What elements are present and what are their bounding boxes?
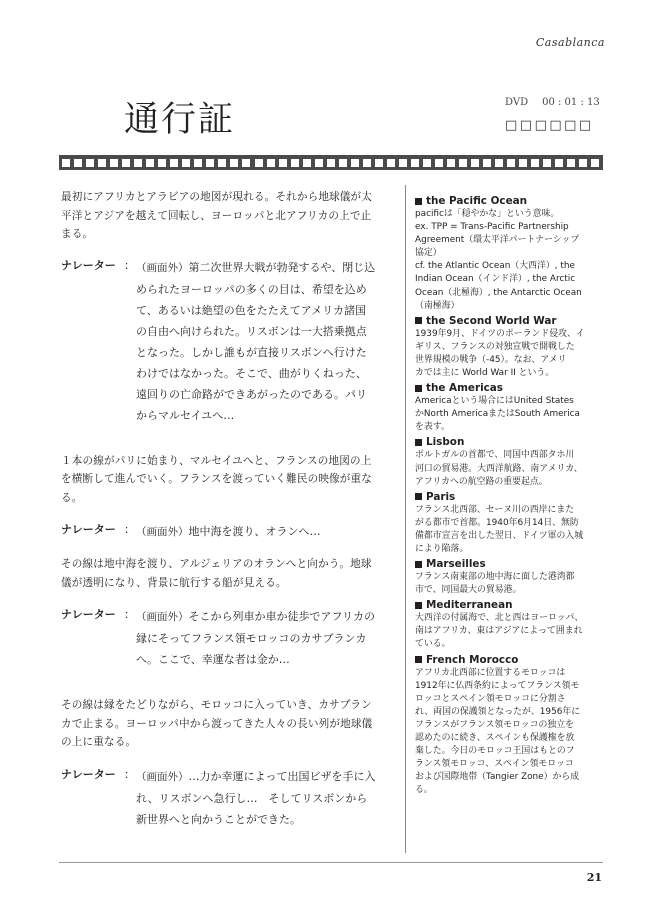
glossary-entry <box>415 598 601 651</box>
narration-text <box>136 257 391 426</box>
chapter-title: 通行証 <box>124 100 236 140</box>
film-hole <box>579 159 587 167</box>
glossary-term <box>415 381 601 395</box>
line: れ、リスボンへ急行し… そしてリスボンから <box>136 791 368 805</box>
film-hole <box>327 159 335 167</box>
film-hole <box>423 159 431 167</box>
line: められたヨーロッパの多くの目は、希望を込め <box>136 282 367 296</box>
definition-line: 市で、同国最大の貿易港。 <box>415 585 522 596</box>
film-hole <box>279 159 287 167</box>
glossary-sidebar <box>415 194 601 798</box>
colon: ： <box>124 767 135 781</box>
line: の自由へ向けられた。リスボンは一大搭乗拠点 <box>136 324 367 338</box>
glossary-definition <box>415 449 601 488</box>
glossary-entry <box>415 314 601 380</box>
square-bullet-icon <box>415 656 422 663</box>
line: 地中海を渡り、オランへ… <box>188 525 321 538</box>
film-hole <box>194 159 202 167</box>
glossary-entry <box>415 653 601 798</box>
offscreen-note: （画面外） <box>136 526 189 538</box>
glossary-term <box>415 194 601 208</box>
line: １本の線がパリに始まり、マルセイユへと、フランスの地図の上 <box>61 454 372 467</box>
definition-line: により陥落。 <box>415 543 469 554</box>
definition-line: Ocean（北極海）, the Antarctic Ocean <box>415 287 582 298</box>
line: 遠回りの亡命路ができあがったのである。パリ <box>136 387 367 401</box>
definition-line: Agreement（環太平洋パートナーシップ <box>415 235 580 246</box>
line: …力か幸運によって出国ビザを手に入 <box>188 769 376 783</box>
film-hole <box>242 159 250 167</box>
offscreen-note: （画面外） <box>136 261 189 274</box>
film-hole <box>495 159 503 167</box>
glossary-term-label: the Americas <box>426 382 503 395</box>
line: 第二次世界大戦が勃発するや、閉じ込 <box>188 260 376 274</box>
line: となった。しかし誰もが直接リスボンへ行けた <box>136 345 367 359</box>
definition-line: 1912年に仏西条約によってフランス領モ <box>415 680 580 691</box>
film-hole <box>351 159 359 167</box>
line: を横断して進んでいく。フランスを渡っていく難民の映像が重な <box>61 473 373 485</box>
line: 新世界へと向かうことができた。 <box>136 812 301 826</box>
film-hole <box>86 159 94 167</box>
glossary-definition <box>415 667 601 798</box>
film-hole <box>519 159 527 167</box>
speaker-label: ナレーター <box>61 608 116 621</box>
definition-line: を表す。 <box>415 422 450 433</box>
definition-line: cf. the Atlantic Ocean（大西洋）, the <box>415 261 575 272</box>
glossary-entry <box>415 435 601 488</box>
film-hole <box>507 159 515 167</box>
glossary-term <box>415 653 601 667</box>
scene-description-1 <box>61 188 391 244</box>
definition-line: ギリス、フランスの対独宣戦で開戦した <box>415 341 575 352</box>
definition-line: アフリカ北西部に位置するモロッコは <box>415 667 566 678</box>
glossary-definition <box>415 571 601 597</box>
glossary-definition <box>415 612 601 651</box>
definition-line: ex. TPP = Trans-Pacific Partnership <box>415 222 569 233</box>
glossary-term <box>415 435 601 449</box>
film-hole <box>291 159 299 167</box>
film-hole <box>387 159 395 167</box>
definition-line: がる都市で首都。1940年6月14日、無防 <box>415 517 579 528</box>
glossary-entry <box>415 381 601 434</box>
definition-line: ている。 <box>415 639 451 650</box>
line: からマルセイユへ… <box>136 408 235 422</box>
offscreen-note: （画面外） <box>136 611 189 623</box>
glossary-term-label: Lisbon <box>426 436 465 449</box>
film-hole <box>447 159 455 167</box>
definition-line: （南極海） <box>415 300 460 311</box>
film-hole <box>218 159 226 167</box>
definition-line: かNorth AmericaまたはSouth America <box>415 409 580 420</box>
glossary-term-label: the Second World War <box>426 314 557 327</box>
glossary-entry <box>415 490 601 556</box>
definition-line: および国際地帯（Tangier Zone）から成 <box>415 772 580 783</box>
definition-line: フランスがフランス領モロッコの独立を <box>415 719 575 730</box>
definition-line: Indian Ocean（インド洋）, the Arctic <box>415 274 576 285</box>
movie-title: Casablanca <box>535 36 605 49</box>
film-hole <box>206 159 214 167</box>
colon: ： <box>124 523 135 536</box>
glossary-definition <box>415 328 601 380</box>
film-hole <box>567 159 575 167</box>
line: 最初にアフリカとアラビアの地図が現れる。それから地球儀が太 <box>61 191 373 203</box>
dvd-label: DVD <box>505 97 529 108</box>
film-hole <box>411 159 419 167</box>
glossary-term <box>415 598 601 612</box>
definition-line: フランス南東部の地中海に面した港湾都 <box>415 572 575 583</box>
line: 縁にそってフランス領モロッコのカサブランカ <box>136 632 367 645</box>
line: わけではなかった。そこで、曲がりくねった、 <box>136 366 367 380</box>
line: る。 <box>61 491 83 504</box>
definition-line: 大西洋の付属海で、北と西はヨーロッパ、 <box>415 613 584 624</box>
film-hole <box>255 159 263 167</box>
film-hole <box>555 159 563 167</box>
colon: ： <box>124 608 135 621</box>
narration-text <box>136 766 391 830</box>
line: 平洋とアジアを越えて回転し、ヨーロッパと北アフリカの上で止 <box>61 209 372 222</box>
film-hole <box>146 159 154 167</box>
definition-line: れ、両国の保護領となったが、1956年に <box>415 706 581 717</box>
glossary-term-label: the Pacific Ocean <box>426 195 528 207</box>
film-hole <box>459 159 467 167</box>
speaker-label: ナレーター <box>61 767 116 781</box>
definition-line: カでは主に World War II という。 <box>415 368 555 379</box>
square-bullet-icon <box>415 198 422 205</box>
scene-description-4 <box>61 696 391 752</box>
square-bullet-icon <box>415 493 422 500</box>
film-hole <box>303 159 311 167</box>
definition-line: る。 <box>415 785 433 796</box>
film-hole <box>110 159 118 167</box>
glossary-term <box>415 490 601 504</box>
square-bullet-icon <box>415 439 422 446</box>
square-bullet-icon <box>415 602 422 609</box>
narration-text <box>136 606 391 670</box>
offscreen-note: （画面外） <box>136 770 189 783</box>
dvd-info <box>505 97 600 108</box>
film-hole <box>315 159 323 167</box>
scene-description-3 <box>61 555 391 592</box>
glossary-definition <box>415 208 601 313</box>
square-bullet-icon <box>415 561 422 568</box>
film-hole <box>170 159 178 167</box>
film-hole <box>134 159 142 167</box>
definition-line: 協定） <box>415 248 442 259</box>
speaker-label: ナレーター <box>61 258 116 272</box>
definition-line: Americaという場合にはUnited States <box>415 396 574 407</box>
glossary-term-label: Paris <box>426 490 456 503</box>
square-bullet-icon <box>415 317 422 324</box>
film-hole <box>230 159 238 167</box>
footer-rule <box>59 862 603 863</box>
film-hole <box>531 159 539 167</box>
glossary-entry <box>415 194 601 313</box>
definition-line: 備都市宣言を出した翌日、ドイツ軍の入城 <box>415 530 584 541</box>
film-hole <box>62 159 70 167</box>
speaker-label: ナレーター <box>61 523 116 536</box>
film-hole <box>375 159 383 167</box>
film-hole <box>339 159 347 167</box>
definition-line: フランス北西部、セーヌ川の西岸にまた <box>415 504 575 515</box>
definition-line: 河口の貿易港。大西洋航路、南アメリカ、 <box>415 463 583 474</box>
definition-line: pacificは「穏やかな」という意味。 <box>415 209 560 219</box>
film-hole <box>483 159 491 167</box>
square-bullet-icon <box>415 385 422 392</box>
glossary-term <box>415 557 601 571</box>
page-number: 21 <box>586 871 602 884</box>
line: その線は地中海を渡り、アルジェリアのオランへと向かう。地球 <box>61 558 372 570</box>
definition-line: 認めたのに続き、スペインも保護権を放 <box>415 733 575 743</box>
line: へ。ここで、幸運な者は金か… <box>136 653 290 666</box>
glossary-term-label: Mediterranean <box>426 599 513 612</box>
line: その線は縁をたどりながら、モロッコに入っていき、カサブラン <box>61 699 372 711</box>
film-hole <box>122 159 130 167</box>
line: そこから列車か車か徒歩でアフリカの <box>188 610 375 623</box>
definition-line: 1939年9月、ドイツのポーランド侵攻、イ <box>415 328 585 339</box>
narration-1 <box>61 257 391 426</box>
film-hole <box>98 159 106 167</box>
column-divider <box>405 185 406 853</box>
film-hole <box>591 159 599 167</box>
definition-line: ランス領モロッコ、スペイン領モロッコ <box>415 759 574 770</box>
film-hole <box>267 159 275 167</box>
narration-4 <box>61 766 391 830</box>
glossary-term-label: French Morocco <box>426 653 519 666</box>
film-hole <box>158 159 166 167</box>
line: の上に重なる。 <box>61 736 137 748</box>
colon: ： <box>124 258 135 272</box>
definition-line: ポルトガルの首都で、同国中西部タホ川 <box>415 450 575 461</box>
film-hole <box>182 159 190 167</box>
definition-line: アフリカへの航空路の重要起点。 <box>415 476 548 487</box>
definition-line: 南はアフリカ、東はアジアによって囲まれ <box>415 626 583 637</box>
timecode: 00 : 01 : 13 <box>542 97 600 108</box>
glossary-term <box>415 314 601 328</box>
narration-text <box>136 521 391 543</box>
line: カで止まる。ヨーロッパ中から渡ってきた人々の長い列が地球儀 <box>61 717 373 730</box>
film-hole <box>435 159 443 167</box>
definition-line: 世界規模の戦争（-45）。なお、アメリ <box>415 354 567 365</box>
glossary-term-label: Marseilles <box>426 558 486 571</box>
film-hole <box>74 159 82 167</box>
glossary-entry <box>415 557 601 597</box>
film-strip-divider <box>59 155 603 170</box>
narration-3 <box>61 606 391 670</box>
line: て、あるいは絶望の色をたたえてアメリカ諸国 <box>136 303 367 317</box>
line: まる。 <box>61 228 94 240</box>
film-hole <box>399 159 407 167</box>
film-hole <box>363 159 371 167</box>
definition-line: ロッコとスペイン領モロッコに分割さ <box>415 693 566 704</box>
line: 儀が透明になり、背景に航行する船が見える。 <box>61 576 287 589</box>
film-hole <box>471 159 479 167</box>
scene-description-2 <box>61 452 391 508</box>
film-hole <box>543 159 551 167</box>
glossary-definition <box>415 504 601 556</box>
definition-line: 棄した。今日のモロッコ王国はもとのフ <box>415 746 575 757</box>
narration-2 <box>61 521 391 543</box>
glossary-definition <box>415 395 601 434</box>
main-script <box>61 188 391 830</box>
checkbox-row: □□□□□□ <box>505 118 594 133</box>
